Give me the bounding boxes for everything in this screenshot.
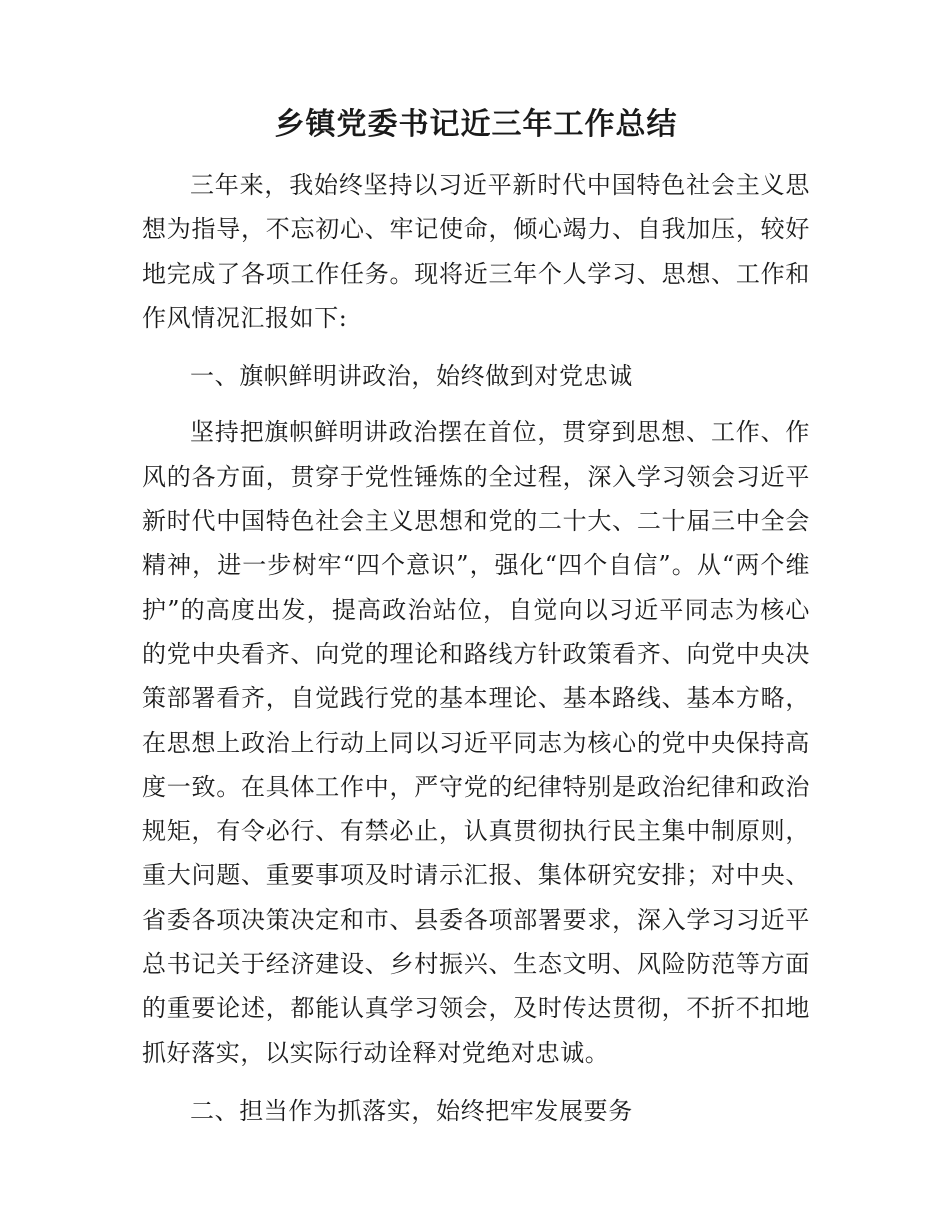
document-title: 乡镇党委书记近三年工作总结 [274, 107, 678, 142]
section-heading-1: 一、旗帜鲜明讲政治，始终做到对党忠诚 [190, 362, 633, 391]
section-heading-2: 二、担当作为抓落实，始终把牢发展要务 [190, 1096, 633, 1125]
section-body-1: 坚持把旗帜鲜明讲政治摆在首位，贯穿到思想、工作、作风的各方面，贯穿于党性锤炼的全过程，深入学习领会习近平新时代中国特色社会主义思想和党的二十大、二十届三中全会精神，进一步树牢“四个意识”，强化“四个自信”。从“两个维护”的高度出发，提高政治站位，自觉向以习近平同志为核心的党中央看齐、向党的理论和路线方针政策看齐、向党中央决策部署看齐，自觉践行党的基本理论、基本路线、基本方略，在思想上政治上行动上同以习近平同志为核心的党中央保持高度一致。在具体工作中，严守党的纪律特别是政治纪律和政治规矩，有令必行、有禁必止，认真贯彻执行民主集中制原则，重大问题、重要事项及时请示汇报、集体研究安排；对中央、省委各项决策决定和市、县委各项部署要求，深入学习习近平总书记关于经济建设、乡村振兴、生态文明、风险防范等方面的重要论述，都能认真学习领会，及时传达贯彻，不折不扣地抓好落实，以实际行动诠释对党绝对忠诚。 [142, 418, 810, 1067]
document-page [142, 105, 810, 1133]
intro-paragraph: 三年来，我始终坚持以习近平新时代中国特色社会主义思想为指导，不忘初心、牢记使命，倾心竭力、自我加压，较好地完成了各项工作任务。现将近三年个人学习、思想、工作和作风情况汇报如下: [142, 171, 810, 332]
